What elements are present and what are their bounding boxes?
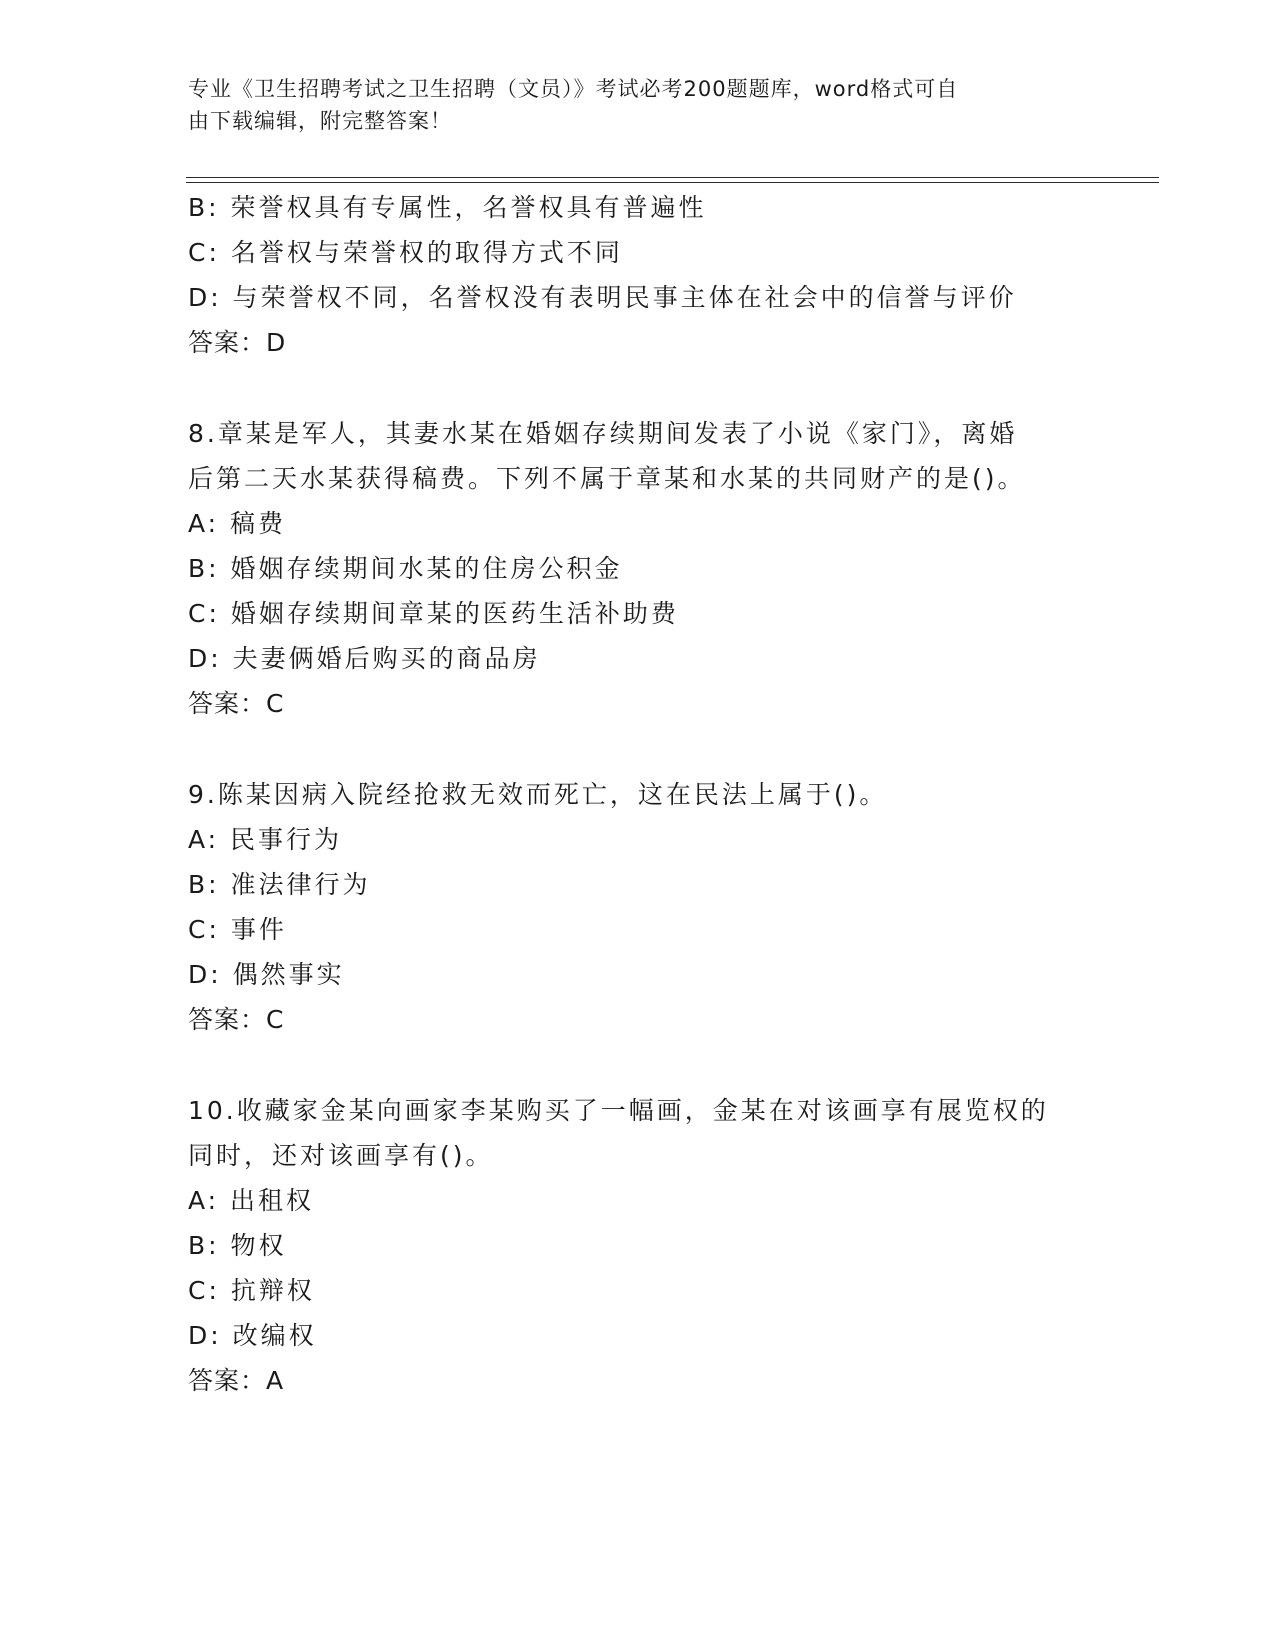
header-line-1: 专业《卫生招聘考试之卫生招聘（文员）》考试必考200题题库，word格式可自 [188,77,959,101]
q7-option-d: D: 与荣誉权不同，名誉权没有表明民事主体在社会中的信誉与评价 [188,283,1017,312]
q9-option-d: D: 偶然事实 [188,960,345,989]
q8-answer: 答案：C [188,689,285,718]
q10-stem-line-2: 同时，还对该画享有()。 [188,1141,494,1170]
q7-option-c: C: 名誉权与荣誉权的取得方式不同 [188,238,623,267]
q7-option-b: B: 荣誉权具有专属性，名誉权具有普遍性 [188,193,707,222]
header-divider-bottom [186,182,1159,183]
q8-option-c: C: 婚姻存续期间章某的医药生活补助费 [188,599,679,628]
q10-stem-line-1: 10.收藏家金某向画家李某购买了一幅画，金某在对该画享有展览权的 [188,1096,1049,1125]
q9-option-b: B: 准法律行为 [188,870,371,899]
q10-answer: 答案：A [188,1366,285,1395]
header-line-2: 由下载编辑，附完整答案！ [188,109,452,133]
q9-option-c: C: 事件 [188,915,287,944]
q8-stem-line-2: 后第二天水某获得稿费。下列不属于章某和水某的共同财产的是()。 [188,464,1026,493]
q10-option-b: B: 物权 [188,1231,287,1260]
q10-option-d: D: 改编权 [188,1321,317,1350]
q8-option-b: B: 婚姻存续期间水某的住房公积金 [188,554,623,583]
q8-stem-line-1: 8.章某是军人，其妻水某在婚姻存续期间发表了小说《家门》，离婚 [188,419,1018,448]
q10-option-a: A: 出租权 [188,1186,315,1215]
q8-option-d: D: 夫妻俩婚后购买的商品房 [188,644,541,673]
document-header [188,73,1088,137]
header-divider-top [186,177,1159,178]
q9-stem-line-1: 9.陈某因病入院经抢救无效而死亡，这在民法上属于()。 [188,780,888,809]
q8-option-a: A: 稿费 [188,509,287,538]
q10-option-c: C: 抗辩权 [188,1276,315,1305]
q7-answer: 答案：D [188,328,287,357]
q9-answer: 答案：C [188,1005,285,1034]
q9-option-a: A: 民事行为 [188,825,343,854]
